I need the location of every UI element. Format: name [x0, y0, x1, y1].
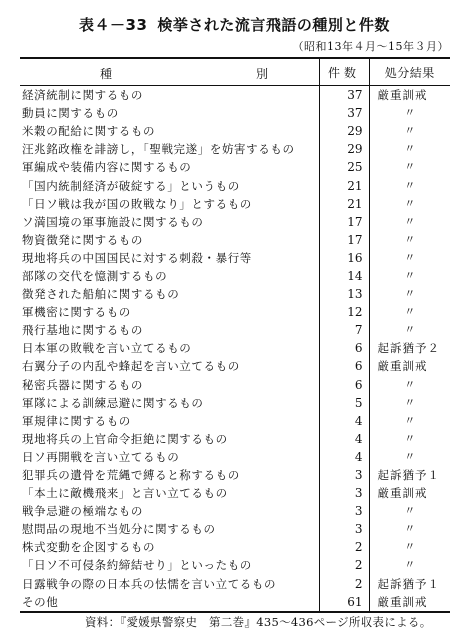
- table-row: [20, 104, 450, 122]
- row-category: 「日ソ戦は我が国の敗戦なり」とするもの: [20, 195, 319, 213]
- row-result: 厳重訓戒: [377, 88, 428, 103]
- row-count: 61: [319, 593, 369, 612]
- table-row: [20, 376, 450, 394]
- row-category: 日ソ再開戦を言い立てるもの: [20, 448, 319, 466]
- table-row: [20, 412, 450, 430]
- row-result: 〃: [404, 232, 416, 246]
- row-count: 3: [319, 502, 369, 520]
- row-result: 〃: [404, 178, 416, 192]
- row-category: 日本軍の敗戦を言い立てるもの: [20, 339, 319, 357]
- row-category: 経済統制に関するもの: [20, 86, 319, 105]
- row-count: 2: [319, 556, 369, 574]
- row-category: 「国内統制経済が破綻する」というもの: [20, 176, 319, 194]
- row-count: 2: [319, 538, 369, 556]
- row-count: 7: [319, 321, 369, 339]
- row-count: 12: [319, 303, 369, 321]
- row-category: 秘密兵器に関するもの: [20, 376, 319, 394]
- period-subtitle: （昭和13年４月～15年３月）: [292, 40, 449, 53]
- row-result: 〃: [404, 142, 416, 156]
- row-category: 米穀の配給に関するもの: [20, 122, 319, 140]
- table-row: [20, 158, 450, 176]
- row-category: 軍編成や装備内容に関するもの: [20, 158, 319, 176]
- row-result: 〃: [404, 323, 416, 337]
- row-result: 〃: [404, 431, 416, 445]
- table-row: [20, 430, 450, 448]
- row-result: 厳重訓戒: [377, 594, 428, 609]
- table-row: [20, 575, 450, 593]
- row-result: 〃: [404, 522, 416, 536]
- row-category: 現地将兵の中国国民に対する刺殺・暴行等: [20, 249, 319, 267]
- row-category: 「日ソ不可侵条約締結せり」といったもの: [20, 556, 319, 574]
- table-row: [20, 520, 450, 538]
- row-count: 14: [319, 267, 369, 285]
- row-category: 株式変動を企図するもの: [20, 538, 319, 556]
- row-count: 3: [319, 466, 369, 484]
- row-category: 犯罪兵の遺骨を荒縄で縛ると称するもの: [20, 466, 319, 484]
- row-count: 4: [319, 430, 369, 448]
- row-count: 4: [319, 412, 369, 430]
- table-body: [20, 86, 450, 612]
- table-row: [20, 484, 450, 502]
- row-category: 飛行基地に関するもの: [20, 321, 319, 339]
- row-result: 〃: [404, 449, 416, 463]
- row-count: 6: [319, 376, 369, 394]
- table-row: [20, 339, 450, 357]
- row-result: 〃: [404, 268, 416, 282]
- table-row: [20, 303, 450, 321]
- table-row: [20, 394, 450, 412]
- row-result: 〃: [404, 250, 416, 264]
- header-count: 件数: [319, 58, 369, 86]
- row-category: 右翼分子の内乱や蜂起を言い立てるもの: [20, 357, 319, 375]
- row-category: その他: [20, 593, 319, 612]
- row-category: ソ満国境の軍事施設に関するもの: [20, 213, 319, 231]
- row-count: 4: [319, 448, 369, 466]
- row-category: 部隊の交代を憶測するもの: [20, 267, 319, 285]
- header-row: [20, 58, 450, 86]
- table-row: [20, 448, 450, 466]
- row-count: 3: [319, 484, 369, 502]
- row-count: 25: [319, 158, 369, 176]
- row-category: 動員に関するもの: [20, 104, 319, 122]
- row-result: 厳重訓戒: [377, 359, 428, 374]
- row-count: 16: [319, 249, 369, 267]
- table-row: [20, 195, 450, 213]
- row-category: 軍規律に関するもの: [20, 412, 319, 430]
- row-result: 厳重訓戒: [377, 486, 428, 501]
- row-category: 軍機密に関するもの: [20, 303, 319, 321]
- row-category: 汪兆銘政権を誹謗し，「聖戦完遂」を妨害するもの: [20, 140, 319, 158]
- row-count: 29: [319, 122, 369, 140]
- table-title: [0, 14, 469, 35]
- table-row: [20, 593, 450, 612]
- table-row: [20, 321, 450, 339]
- row-result: 〃: [404, 305, 416, 319]
- row-count: 17: [319, 213, 369, 231]
- table-row: [20, 231, 450, 249]
- row-count: 21: [319, 195, 369, 213]
- row-result: 〃: [404, 287, 416, 301]
- row-result: 〃: [404, 106, 416, 120]
- row-result: 〃: [404, 413, 416, 427]
- row-count: 21: [319, 176, 369, 194]
- table-row: [20, 213, 450, 231]
- row-count: 37: [319, 104, 369, 122]
- row-result: 起訴猶予２: [377, 341, 440, 356]
- row-category: 軍隊による訓練忌避に関するもの: [20, 394, 319, 412]
- row-count: 2: [319, 575, 369, 593]
- table-row: [20, 502, 450, 520]
- row-category: 現地将兵の上官命令拒絶に関するもの: [20, 430, 319, 448]
- row-result: 〃: [404, 160, 416, 174]
- table-row: [20, 122, 450, 140]
- table-title-text: 検挙された流言飛語の種別と件数: [157, 16, 390, 34]
- header-category: [20, 58, 319, 86]
- row-count: 6: [319, 357, 369, 375]
- rumor-table: [20, 57, 450, 613]
- row-count: 3: [319, 520, 369, 538]
- header-category-part2: 別: [256, 67, 269, 81]
- row-count: 17: [319, 231, 369, 249]
- table-number: 表４－33: [79, 16, 148, 34]
- table-row: [20, 267, 450, 285]
- row-result: 〃: [404, 124, 416, 138]
- row-count: 13: [319, 285, 369, 303]
- header-category-part1: 種: [100, 67, 113, 81]
- table-row: [20, 357, 450, 375]
- table-row: [20, 538, 450, 556]
- table-row: [20, 249, 450, 267]
- row-result: 起訴猶予１: [377, 468, 440, 483]
- row-result: 〃: [404, 377, 416, 391]
- row-category: 徴発された船舶に関するもの: [20, 285, 319, 303]
- header-result: 処分結果: [369, 58, 450, 86]
- row-category: 「本土に敵機飛来」と言い立てるもの: [20, 484, 319, 502]
- table-row: [20, 466, 450, 484]
- row-category: 戦争忌避の極端なもの: [20, 502, 319, 520]
- row-result: 〃: [404, 504, 416, 518]
- table-row: [20, 176, 450, 194]
- row-result: 〃: [404, 196, 416, 210]
- row-count: 6: [319, 339, 369, 357]
- table-row: [20, 140, 450, 158]
- row-category: 日露戦争の際の日本兵の怯懦を言い立てるもの: [20, 575, 319, 593]
- row-count: 29: [319, 140, 369, 158]
- row-count: 5: [319, 394, 369, 412]
- row-category: 慰問品の現地不当処分に関するもの: [20, 520, 319, 538]
- row-result: 〃: [404, 558, 416, 572]
- table-row: [20, 86, 450, 105]
- row-result: 〃: [404, 214, 416, 228]
- table-row: [20, 556, 450, 574]
- table-row: [20, 285, 450, 303]
- row-result: 〃: [404, 540, 416, 554]
- row-result: 〃: [404, 395, 416, 409]
- row-result: 起訴猶予１: [377, 576, 440, 591]
- source-footnote: 資料：『愛媛県警察史 第二巻』435～436ページ所収表による。: [85, 615, 432, 629]
- row-category: 物資徴発に関するもの: [20, 231, 319, 249]
- row-count: 37: [319, 86, 369, 105]
